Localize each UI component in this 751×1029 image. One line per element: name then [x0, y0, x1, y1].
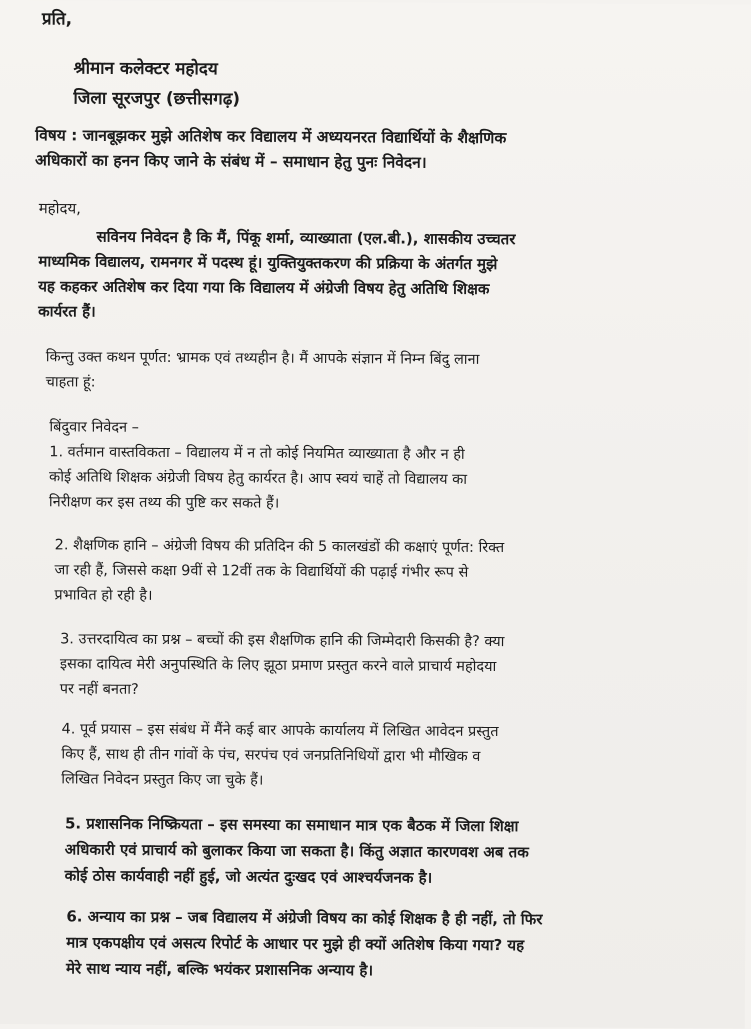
- point-1-paragraph: [49, 415, 468, 518]
- point-line: लिखित निवेदन प्रस्तुत किए जा चुके हैं।: [61, 771, 264, 789]
- point-line: इसका दायित्व मेरी अनुपस्थिति के लिए झूठा प्रमाण प्रस्तुत करने वाले प्राचार्य महोदया: [59, 656, 497, 676]
- point-line: जा रही हैं, जिससे कक्षा 9वीं से 12वीं तक के विद्यार्थियों की पढ़ाई गंभीर रूप से: [54, 562, 469, 581]
- claim-line: चाहता हूं:: [45, 374, 96, 391]
- point-line: मात्र एकपक्षीय एवं असत्य रिपोर्ट के आधार पर मुझे ही क्यों अतिशेष किया गया? यह: [66, 933, 525, 955]
- subject-block: [35, 123, 506, 176]
- intro-paragraph: [38, 224, 515, 327]
- point-line: मेरे साथ न्याय नहीं, बल्कि भयंकर प्रशासनिक अन्याय है।: [66, 959, 374, 980]
- addressee-line: जिला सूरजपुर (छत्तीसगढ़): [73, 88, 241, 110]
- point-line: कोई ठोस कार्यवाही नहीं हुई, जो अत्यंत दुःखद एवं आश्चर्यजनक है।: [64, 866, 433, 887]
- point-line: 2. शैक्षणिक हानि – अंग्रेजी विषय की प्रतिदिन की 5 कालखंडों की कक्षाएं पूर्णत: रिक्त: [54, 537, 505, 557]
- addressee-block: [73, 53, 240, 114]
- point-line: 6. अन्याय का प्रश्न – जब विद्यालय में अंग्रेजी विषय का कोई शिक्षक है ही नहीं, तो फिर: [66, 907, 543, 929]
- intro-line: माध्यमिक विद्यालय, रामनगर में पदस्थ हूं। युक्तियुक्तकरण की प्रक्रिया के अंतर्गत मुझे: [38, 252, 498, 274]
- recipient-prefix: प्रति,: [41, 9, 73, 30]
- point-4-paragraph: [61, 717, 498, 795]
- point-6-paragraph: [66, 903, 542, 984]
- point-line: अधिकारी एवं प्राचार्य को बुलाकर किया जा सकता है। किंतु अज्ञात कारणवश अब तक: [64, 840, 529, 862]
- claim-line: किन्तु उक्त कथन पूर्णत: भ्रामक एवं तथ्यहीन है। मैं आपके संज्ञान में निम्न बिंदु लाना: [45, 349, 480, 368]
- intro-line: कार्यरत हैं।: [38, 302, 96, 321]
- point-line: किए हैं, साथ ही तीन गांवों के पंच, सरपंच एवं जनप्रतिनिधियों द्वारा भी मौखिक व: [61, 746, 481, 765]
- subject-line: अधिकारों का हनन किए जाने के संबंध में – समाधान हेतु पुनः निवेदन।: [34, 151, 427, 172]
- point-line: पर नहीं बनता?: [59, 681, 139, 698]
- subject-line: विषय : जानबूझकर मुझे अतिशेष कर विद्यालय में अध्ययनरत विद्यार्थियों के शैक्षणिक: [35, 126, 507, 148]
- addressee-line: श्रीमान कलेक्टर महोदय: [73, 58, 218, 80]
- intro-line: सविनय निवेदन है कि मैं, पिंकू शर्मा, व्याख्याता (एल.बी.), शासकीय उच्चतर: [96, 227, 516, 249]
- point-line: 5. प्रशासनिक निष्क्रियता – इस समस्या का समाधान मात्र एक बैठक में जिला शिक्षा: [64, 814, 519, 836]
- point-3-paragraph: [60, 627, 505, 705]
- point-line: 1. वर्तमान वास्तविकता – विद्यालय में न तो कोई नियमित व्याख्याता है और न ही: [49, 444, 465, 463]
- point-line: प्रभावित हो रही है।: [54, 587, 153, 604]
- point-5-paragraph: [65, 810, 529, 891]
- point-line: कोई अतिथि शिक्षक अंग्रेजी विषय हेतु कार्यरत है। आप स्वयं चाहें तो विद्यालय का: [49, 469, 468, 488]
- point-line: 4. पूर्व प्रयास – इस संबंध में मैंने कई बार आपके कार्यालय में लिखित आवेदन प्रस्तुत: [61, 721, 499, 741]
- salutation: महोदय,: [38, 199, 82, 218]
- points-heading: बिंदुवार निवेदन –: [49, 419, 140, 436]
- point-line: निरीक्षण कर इस तथ्य की पुष्टि कर सकते हैं।: [48, 494, 280, 512]
- point-2-paragraph: [54, 533, 504, 611]
- point-line: 3. उत्तरदायित्व का प्रश्न – बच्चों की इस शैक्षणिक हानि की जिम्मेदारी किसकी है? क्या: [60, 631, 505, 651]
- intro-line: यह कहकर अतिशेष कर दिया गया कि विद्यालय में अंग्रेजी विषय हेतु अतिथि शिक्षक: [38, 277, 490, 298]
- claim-paragraph: [46, 345, 480, 398]
